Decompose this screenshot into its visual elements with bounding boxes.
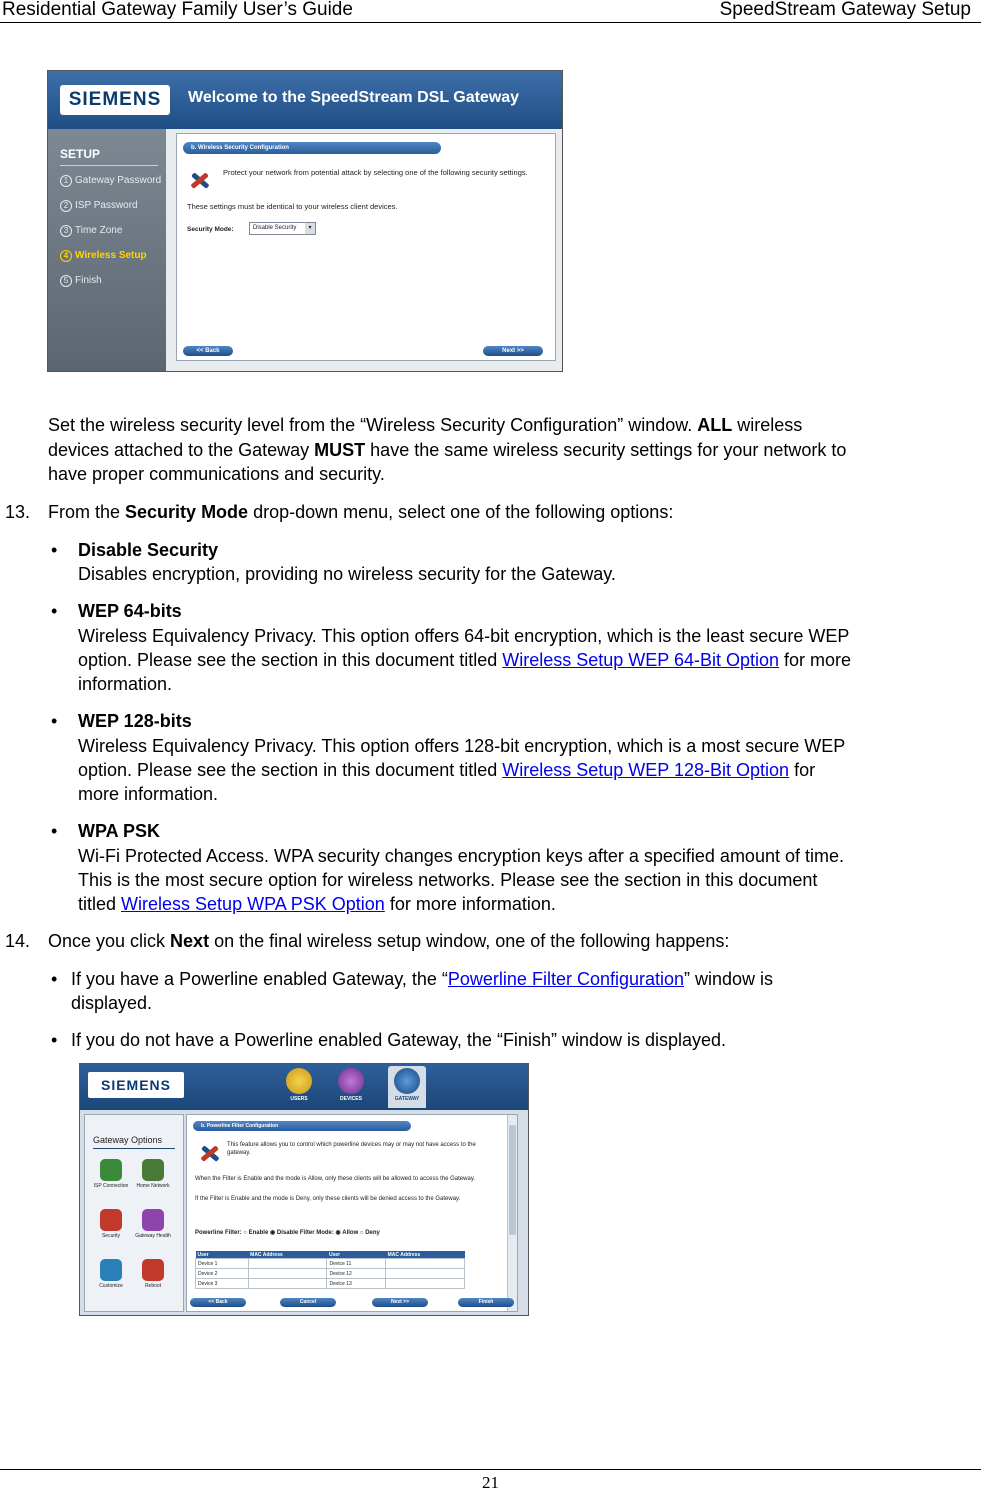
next-button[interactable]: Next >> — [483, 346, 543, 356]
bullet-icon: • — [51, 601, 58, 621]
customize-icon — [100, 1259, 122, 1281]
intro-paragraph-line-3: have proper communications and security. — [48, 464, 385, 484]
option-wep64-title: WEP 64-bits — [78, 601, 182, 621]
page-number: 21 — [482, 1473, 499, 1492]
header-guide-title: Residential Gateway Family User’s Guide — [2, 0, 353, 20]
mac-input[interactable] — [386, 1269, 465, 1279]
wep64-link[interactable]: Wireless Setup WEP 64-Bit Option — [502, 650, 780, 670]
option-wep128-desc-3: more information. — [78, 784, 219, 804]
option-wep64-desc-1: Wireless Equivalency Privacy. This option offers 64-bit encryption, which is the least secure WEP — [78, 626, 850, 646]
home-network-icon — [142, 1159, 164, 1181]
wireless-security-screenshot — [47, 70, 563, 372]
step-gateway-password: 1 Gateway Password — [60, 175, 161, 187]
option-isp-connection[interactable]: ISP Connection — [93, 1159, 129, 1189]
gateway-icon — [394, 1068, 420, 1094]
step-14-text: Once you click Next on the final wireless setup window, one of the following happens: — [48, 931, 730, 951]
security-mode-label: Security Mode: — [187, 226, 234, 233]
scrollbar-thumb[interactable] — [509, 1125, 516, 1235]
step-wireless-setup: 4 Wireless Setup — [60, 250, 147, 262]
users-icon — [286, 1068, 312, 1094]
next-button[interactable]: Next >> — [372, 1298, 428, 1307]
powerline-bullet-line-1: If you have a Powerline enabled Gateway, the “Powerline Filter Configuration” window is — [71, 969, 774, 989]
sidebar-divider — [60, 165, 158, 166]
wizard-content-panel — [176, 133, 556, 361]
option-wep128-desc-2: option. Please see the section in this document titled Wireless Setup WEP 128-Bit Option for — [78, 760, 816, 780]
table-header: User — [327, 1251, 386, 1259]
section-title-bar: b. Wireless Security Configuration — [183, 142, 441, 154]
security-mode-select[interactable]: Disable Security ▾ — [249, 222, 316, 235]
section-title-bar: b. Powerline Filter Configuration — [193, 1121, 411, 1131]
step-14-number: 14. — [5, 931, 31, 951]
security-icon — [100, 1209, 122, 1231]
table-row: Device 2 Device 12 — [196, 1269, 465, 1279]
powerline-filter-screenshot — [79, 1063, 529, 1316]
tools-icon — [187, 168, 213, 194]
intro-paragraph-line-2: devices attached to the Gateway MUST have the same wireless security settings for your network to — [48, 440, 847, 460]
table-header: MAC Address — [386, 1251, 465, 1259]
setup-sidebar — [48, 129, 166, 371]
mac-input[interactable] — [248, 1269, 327, 1279]
bullet-icon: • — [51, 821, 58, 841]
chevron-down-icon: ▾ — [305, 223, 315, 234]
siemens-logo: SIEMENS — [60, 85, 170, 115]
screenshot-banner — [48, 71, 562, 129]
step-13-number: 13. — [5, 502, 31, 522]
wizard-note-text: These settings must be identical to your wireless client devices. — [187, 202, 398, 211]
intro-paragraph-line-1: Set the wireless security level from the “Wireless Security Configuration” window. ALL wireless — [48, 415, 803, 435]
step-time-zone: 3 Time Zone — [60, 225, 122, 237]
mac-input[interactable] — [386, 1279, 465, 1289]
option-wpa-desc-1: Wi-Fi Protected Access. WPA security changes encryption keys after a specified amount of time. — [78, 846, 844, 866]
header-section-title: SpeedStream Gateway Setup — [719, 0, 971, 20]
back-button[interactable]: << Back — [190, 1298, 246, 1307]
bullet-icon: • — [51, 969, 58, 989]
screenshot-banner — [80, 1064, 528, 1110]
back-button[interactable]: << Back — [183, 346, 233, 356]
reboot-icon — [142, 1259, 164, 1281]
tab-devices[interactable]: DEVICES — [332, 1066, 370, 1108]
table-header: MAC Address — [248, 1251, 327, 1259]
powerline-bullet-line-2: displayed. — [71, 993, 153, 1013]
bullet-icon: • — [51, 1030, 58, 1050]
option-wep64-desc-3: information. — [78, 674, 173, 694]
option-wep128-title: WEP 128-bits — [78, 711, 192, 731]
option-wpa-title: WPA PSK — [78, 821, 161, 841]
finish-button[interactable]: Finish — [458, 1298, 514, 1307]
mac-input[interactable] — [248, 1259, 327, 1269]
devices-icon — [338, 1068, 364, 1094]
siemens-logo: SIEMENS — [88, 1072, 184, 1098]
powerline-deny-text: If the Filter is Enable and the mode is Deny, only these clients will be denied access to the Gateway. — [195, 1196, 461, 1202]
footer-rule — [0, 1469, 981, 1470]
filter-controls[interactable]: Powerline Filter: ○ Enable ◉ Disable Filter Mode: ◉ Allow ○ Deny — [195, 1230, 380, 1236]
tab-gateway[interactable]: GATEWAY — [388, 1066, 426, 1108]
setup-heading: SETUP — [60, 147, 101, 161]
option-wpa-desc-2: This is the most secure option for wireless networks. Please see the section in this document — [78, 870, 818, 890]
tab-users[interactable]: USERS — [280, 1066, 318, 1108]
banner-title: Welcome to the SpeedStream DSL Gateway — [188, 89, 520, 106]
step-13-text: From the Security Mode drop-down menu, select one of the following options: — [48, 502, 674, 522]
page-header — [0, 0, 981, 23]
powerline-intro-text: This feature allows you to control which powerline devices may or may not have access to the gateway. — [227, 1142, 476, 1156]
option-disable-title: Disable Security — [78, 540, 219, 560]
gateway-options-panel — [84, 1114, 184, 1312]
bullet-icon: • — [51, 540, 58, 560]
options-divider — [93, 1148, 175, 1149]
mac-input[interactable] — [386, 1259, 465, 1269]
option-security[interactable]: Security — [93, 1209, 129, 1239]
wpa-link[interactable]: Wireless Setup WPA PSK Option — [121, 894, 385, 914]
gateway-options-title: Gateway Options — [93, 1135, 163, 1145]
gateway-health-icon — [142, 1209, 164, 1231]
device-mac-table — [195, 1251, 465, 1289]
option-disable-desc: Disables encryption, providing no wireless security for the Gateway. — [78, 564, 616, 584]
option-wep64-desc-2: option. Please see the section in this document titled Wireless Setup WEP 64-Bit Option for more — [78, 650, 852, 670]
wizard-intro-text: Protect your network from potential attack by selecting one of the following security settings. — [223, 168, 528, 177]
option-reboot[interactable]: Reboot — [135, 1259, 171, 1289]
option-wep128-desc-1: Wireless Equivalency Privacy. This option offers 128-bit encryption, which is a most secure WEP — [78, 736, 846, 756]
powerline-content-panel — [186, 1114, 518, 1312]
isp-connection-icon — [100, 1159, 122, 1181]
wep128-link[interactable]: Wireless Setup WEP 128-Bit Option — [502, 760, 790, 780]
table-header: User — [196, 1251, 249, 1259]
cancel-button[interactable]: Cancel — [280, 1298, 336, 1307]
powerline-allow-text: When the Filter is Enable and the mode is Allow, only these clients will be allowed to access the Gateway. — [195, 1176, 476, 1182]
step-isp-password: 2 ISP Password — [60, 200, 138, 212]
scrollbar[interactable] — [507, 1115, 517, 1311]
option-wpa-desc-3: titled Wireless Setup WPA PSK Option for more information. — [78, 894, 556, 914]
option-gateway-health[interactable]: Gateway Health — [135, 1209, 171, 1239]
bullet-icon: • — [51, 711, 58, 731]
step-finish: 5 Finish — [60, 275, 102, 287]
table-row: Device 3 Device 13 — [196, 1279, 465, 1289]
option-home-network[interactable]: Home Network — [135, 1159, 171, 1189]
powerline-filter-link[interactable]: Powerline Filter Configuration — [447, 969, 685, 989]
finish-bullet: If you do not have a Powerline enabled Gateway, the “Finish” window is displayed. — [71, 1030, 727, 1050]
tools-icon — [197, 1141, 223, 1167]
option-customize[interactable]: Customize — [93, 1259, 129, 1289]
mac-input[interactable] — [248, 1279, 327, 1289]
table-row: Device 1 Device 11 — [196, 1259, 465, 1269]
